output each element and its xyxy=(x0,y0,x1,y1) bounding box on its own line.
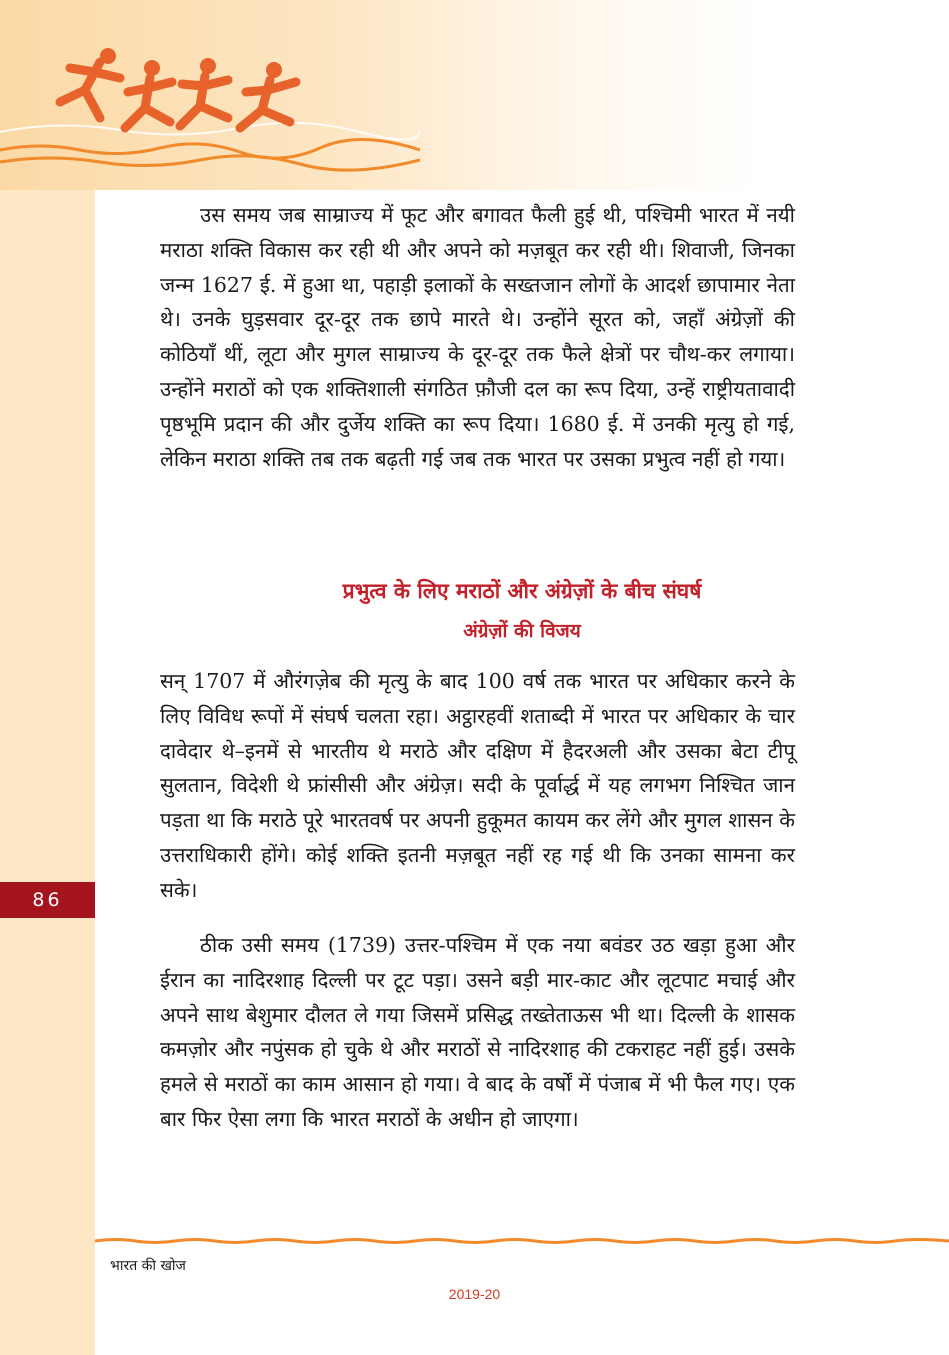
footer-book-title: भारत की खोज xyxy=(110,1258,186,1274)
running-figures-illustration xyxy=(0,40,420,180)
paragraph-2: सन् 1707 में औरंगज़ेब की मृत्यु के बाद 100 वर्ष तक भारत पर अधिकार करने के लिए विविध रूपों में संघर्ष चलता रहा। अट्ठारहवीं शताब्दी में भारत पर अधिकार के चार दावेदार थे–इनमें से भारतीय थे मराठे और दक्षिण में हैदरअली और उसका बेटा टीपू सुलतान, विदेशी थे फ्रांसीसी और अंग्रेज़। सदी के पूर्वार्द्ध में यह लगभग निश्चित जान पड़ता था कि मराठे पूरे भारतवर्ष पर अपनी हुकूमत कायम कर लेंगे और मुगल शासन के उत्तराधिकारी होंगे। कोई शक्ति इतनी मज़बूत नहीं रह गई थी कि उनका सामना कर सके। xyxy=(160,669,795,902)
section-heading: प्रभुत्व के लिए मराठों और अंग्रेज़ों के बीच संघर्ष xyxy=(342,579,702,603)
page-number: 86 xyxy=(0,882,95,918)
footer-year: 2019-20 xyxy=(448,1286,501,1302)
paragraph-1: उस समय जब साम्राज्य में फूट और बगावत फैली हुई थी, पश्चिमी भारत में नयी मराठा शक्ति विकास कर रही थी और अपने को मज़बूत कर रही थी। शिवाजी, जिनका जन्म 1627 ई. में हुआ था, पहाड़ी इलाकों के सख्तजान लोगों के आदर्श छापामार नेता थे। उनके घुड़सवार दूर-दूर तक छापे मारते थे। उन्होंने सूरत को, जहाँ अंग्रेज़ों की कोठियाँ थीं, लूटा और मुगल साम्राज्य के दूर-दूर तक फैले क्षेत्रों पर चौथ-कर लगाया। उन्होंने मराठों को एक शक्तिशाली संगठित फ़ौजी दल का रूप दिया, उन्हें राष्ट्रीयतावादी पृष्ठभूमि प्रदान की और दुर्जेय शक्ति का रूप दिया। 1680 ई. में उनकी मृत्यु हो गई, लेकिन मराठा शक्ति तब तक बढ़ती गई जब तक भारत पर उसका प्रभुत्व नहीं हो गया। xyxy=(160,203,795,471)
section-subheading: अंग्रेज़ों की विजय xyxy=(463,620,581,642)
paragraph-3: ठीक उसी समय (1739) उत्तर-पश्चिम में एक नया बवंडर उठ खड़ा हुआ और ईरान का नादिरशाह दिल्ली पर टूट पड़ा। उसने बड़ी मार-काट और लूटपाट मचाई और अपने साथ बेशुमार दौलत ले गया जिसमें प्रसिद्ध तख्तेताऊस भी था। दिल्ली के शासक कमज़ोर और नपुंसक हो चुके थे और मराठों से नादिरशाह की टकराहट नहीं हुई। उसके हमले से मराठों का काम आसान हो गया। वे बाद के वर्षों में पंजाब में भी फैल गए। एक बार फिर ऐसा लगा कि भारत मराठों के अधीन हो जाएगा। xyxy=(160,933,795,1131)
footer-divider xyxy=(95,1236,949,1246)
left-margin-strip xyxy=(0,190,95,1355)
